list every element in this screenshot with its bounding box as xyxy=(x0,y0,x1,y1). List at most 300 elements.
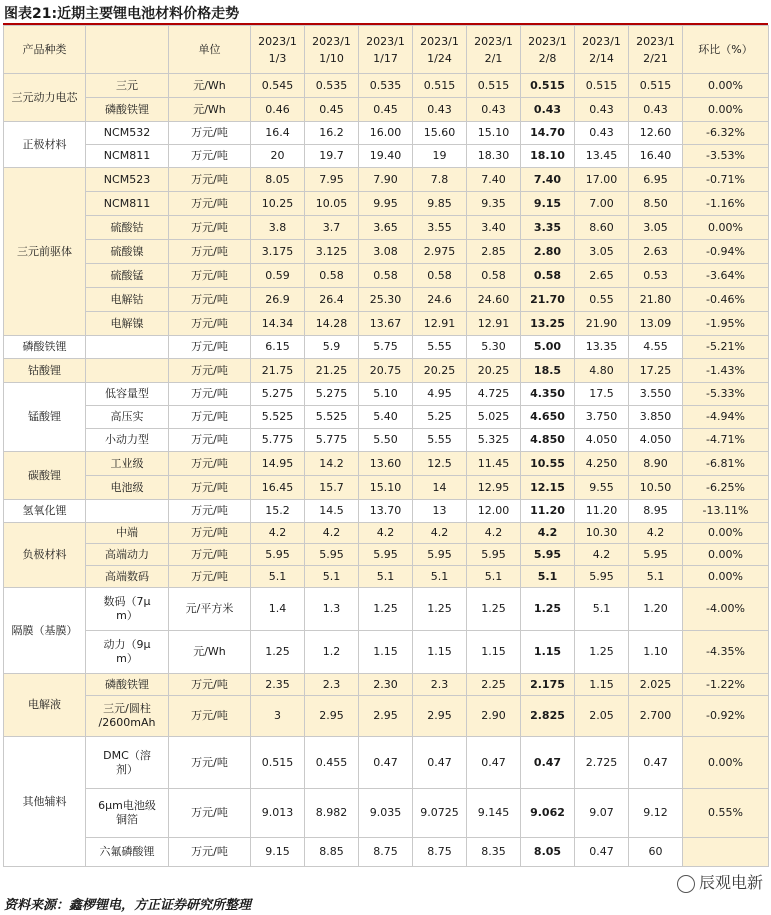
change-cell: -4.00% xyxy=(683,588,769,631)
unit-cell: 万元/吨 xyxy=(169,476,251,500)
header-cell: 单位 xyxy=(169,26,251,74)
price-cell: 24.60 xyxy=(467,288,521,312)
price-cell: 3.175 xyxy=(251,240,305,264)
price-cell: 5.95 xyxy=(251,544,305,566)
price-cell: 5.525 xyxy=(251,406,305,429)
price-cell: 0.43 xyxy=(575,122,629,145)
change-cell: -0.46% xyxy=(683,288,769,312)
product-cell: 三元 xyxy=(86,74,169,98)
price-cell: 15.10 xyxy=(467,122,521,145)
price-cell: 5.275 xyxy=(251,383,305,406)
price-cell: 1.20 xyxy=(629,588,683,631)
unit-cell: 万元/吨 xyxy=(169,544,251,566)
price-cell: 0.515 xyxy=(467,74,521,98)
change-cell: -1.16% xyxy=(683,192,769,216)
table-row xyxy=(4,288,769,312)
product-cell: 硫酸锰 xyxy=(86,264,169,288)
unit-cell: 万元/吨 xyxy=(169,737,251,789)
price-cell: 4.050 xyxy=(575,429,629,452)
change-cell: -6.25% xyxy=(683,476,769,500)
price-cell: 7.40 xyxy=(467,168,521,192)
product-cell: 6μm电池级 铜箔 xyxy=(86,789,169,838)
price-cell: 13.70 xyxy=(359,500,413,523)
change-cell: -1.43% xyxy=(683,359,769,383)
unit-cell: 万元/吨 xyxy=(169,789,251,838)
price-cell: 4.2 xyxy=(521,523,575,544)
table-row xyxy=(4,789,769,838)
price-cell: 1.25 xyxy=(251,631,305,674)
price-cell: 5.95 xyxy=(305,544,359,566)
price-cell: 13.67 xyxy=(359,312,413,336)
price-cell: 5.55 xyxy=(413,429,467,452)
price-cell: 0.45 xyxy=(359,98,413,122)
watermark-text: 辰观电新 xyxy=(698,873,763,892)
header-cell: 2023/1 2/1 xyxy=(467,26,521,74)
header-cell xyxy=(86,26,169,74)
price-cell: 9.0725 xyxy=(413,789,467,838)
change-cell: 0.55% xyxy=(683,789,769,838)
price-cell: 3.08 xyxy=(359,240,413,264)
change-cell: 0.00% xyxy=(683,566,769,588)
price-cell: 1.25 xyxy=(467,588,521,631)
price-cell: 3.65 xyxy=(359,216,413,240)
table-row xyxy=(4,838,769,867)
price-cell: 0.47 xyxy=(359,737,413,789)
price-cell: 13.09 xyxy=(629,312,683,336)
price-cell: 25.30 xyxy=(359,288,413,312)
change-cell: -3.64% xyxy=(683,264,769,288)
change-cell: 0.00% xyxy=(683,544,769,566)
price-cell: 2.95 xyxy=(359,696,413,737)
price-cell: 21.80 xyxy=(629,288,683,312)
price-cell: 7.00 xyxy=(575,192,629,216)
price-cell: 0.43 xyxy=(629,98,683,122)
price-cell: 1.10 xyxy=(629,631,683,674)
change-cell: 0.00% xyxy=(683,216,769,240)
price-cell: 5.95 xyxy=(359,544,413,566)
price-cell: 9.145 xyxy=(467,789,521,838)
unit-cell: 万元/吨 xyxy=(169,168,251,192)
table-body xyxy=(4,74,769,867)
price-cell: 3.40 xyxy=(467,216,521,240)
price-cell: 0.58 xyxy=(305,264,359,288)
change-cell: -0.92% xyxy=(683,696,769,737)
price-cell: 3.05 xyxy=(575,240,629,264)
price-cell: 0.58 xyxy=(467,264,521,288)
table-row xyxy=(4,336,769,359)
unit-cell: 万元/吨 xyxy=(169,500,251,523)
price-cell: 0.59 xyxy=(251,264,305,288)
price-cell: 5.1 xyxy=(521,566,575,588)
change-cell: -6.32% xyxy=(683,122,769,145)
unit-cell: 万元/吨 xyxy=(169,452,251,476)
table-row xyxy=(4,631,769,674)
price-cell: 0.515 xyxy=(629,74,683,98)
price-cell: 2.65 xyxy=(575,264,629,288)
table-row xyxy=(4,674,769,696)
price-cell: 6.95 xyxy=(629,168,683,192)
price-cell: 0.43 xyxy=(575,98,629,122)
category-cell: 隔膜（基膜） xyxy=(4,588,86,674)
price-cell: 4.80 xyxy=(575,359,629,383)
price-cell: 0.46 xyxy=(251,98,305,122)
price-cell: 5.95 xyxy=(575,566,629,588)
table-header xyxy=(4,26,769,74)
price-cell: 20 xyxy=(251,145,305,168)
price-cell: 5.025 xyxy=(467,406,521,429)
price-cell: 13 xyxy=(413,500,467,523)
price-cell: 3 xyxy=(251,696,305,737)
price-cell: 9.07 xyxy=(575,789,629,838)
price-cell: 2.90 xyxy=(467,696,521,737)
price-cell: 8.75 xyxy=(413,838,467,867)
price-cell: 14 xyxy=(413,476,467,500)
price-cell: 21.70 xyxy=(521,288,575,312)
product-cell xyxy=(86,359,169,383)
category-cell: 锰酸锂 xyxy=(4,383,86,452)
source-note: 资料来源：鑫椤锂电，方正证券研究所整理 xyxy=(4,898,252,913)
price-cell: 0.515 xyxy=(413,74,467,98)
table-row xyxy=(4,588,769,631)
price-cell: 3.850 xyxy=(629,406,683,429)
table-row xyxy=(4,312,769,336)
price-cell: 3.550 xyxy=(629,383,683,406)
price-cell: 3.750 xyxy=(575,406,629,429)
price-cell: 2.825 xyxy=(521,696,575,737)
price-cell: 2.975 xyxy=(413,240,467,264)
price-cell: 2.025 xyxy=(629,674,683,696)
price-cell: 8.982 xyxy=(305,789,359,838)
unit-cell: 元/平方米 xyxy=(169,588,251,631)
header-cell: 2023/1 1/3 xyxy=(251,26,305,74)
change-cell: -5.21% xyxy=(683,336,769,359)
price-cell: 4.2 xyxy=(359,523,413,544)
price-cell: 0.58 xyxy=(521,264,575,288)
price-cell: 1.15 xyxy=(413,631,467,674)
price-cell: 0.58 xyxy=(413,264,467,288)
change-cell: 0.00% xyxy=(683,737,769,789)
price-cell: 16.2 xyxy=(305,122,359,145)
price-cell: 1.25 xyxy=(521,588,575,631)
table-row xyxy=(4,500,769,523)
price-cell: 5.55 xyxy=(413,336,467,359)
price-cell: 9.12 xyxy=(629,789,683,838)
product-cell: NCM532 xyxy=(86,122,169,145)
price-cell: 4.55 xyxy=(629,336,683,359)
price-cell: 9.95 xyxy=(359,192,413,216)
price-cell: 26.4 xyxy=(305,288,359,312)
product-cell: 小动力型 xyxy=(86,429,169,452)
unit-cell: 元/Wh xyxy=(169,74,251,98)
price-cell: 5.40 xyxy=(359,406,413,429)
category-cell: 三元动力电芯 xyxy=(4,74,86,122)
price-cell: 9.35 xyxy=(467,192,521,216)
price-cell: 10.50 xyxy=(629,476,683,500)
price-cell: 8.50 xyxy=(629,192,683,216)
header-cell: 2023/1 2/8 xyxy=(521,26,575,74)
table-row xyxy=(4,216,769,240)
price-cell: 2.3 xyxy=(305,674,359,696)
price-cell: 16.4 xyxy=(251,122,305,145)
product-cell: 高端动力 xyxy=(86,544,169,566)
unit-cell: 万元/吨 xyxy=(169,523,251,544)
price-cell: 5.95 xyxy=(467,544,521,566)
price-cell: 2.05 xyxy=(575,696,629,737)
price-cell: 4.95 xyxy=(413,383,467,406)
price-cell: 0.47 xyxy=(413,737,467,789)
price-cell: 5.95 xyxy=(629,544,683,566)
table-row xyxy=(4,696,769,737)
price-cell: 60 xyxy=(629,838,683,867)
product-cell: 电池级 xyxy=(86,476,169,500)
price-cell: 15.2 xyxy=(251,500,305,523)
price-cell: 17.5 xyxy=(575,383,629,406)
price-cell: 10.25 xyxy=(251,192,305,216)
price-cell: 8.90 xyxy=(629,452,683,476)
price-cell: 3.7 xyxy=(305,216,359,240)
product-cell: NCM811 xyxy=(86,145,169,168)
price-cell: 21.90 xyxy=(575,312,629,336)
price-cell: 19.7 xyxy=(305,145,359,168)
unit-cell: 万元/吨 xyxy=(169,264,251,288)
price-cell: 5.00 xyxy=(521,336,575,359)
price-cell: 12.91 xyxy=(467,312,521,336)
price-cell: 5.30 xyxy=(467,336,521,359)
price-cell: 5.75 xyxy=(359,336,413,359)
price-cell: 0.515 xyxy=(575,74,629,98)
price-cell: 10.30 xyxy=(575,523,629,544)
price-cell: 5.525 xyxy=(305,406,359,429)
price-cell: 5.10 xyxy=(359,383,413,406)
price-cell: 5.1 xyxy=(251,566,305,588)
price-cell: 18.10 xyxy=(521,145,575,168)
change-cell: -5.33% xyxy=(683,383,769,406)
price-cell: 5.325 xyxy=(467,429,521,452)
price-cell: 1.25 xyxy=(359,588,413,631)
header-cell: 2023/1 1/10 xyxy=(305,26,359,74)
price-cell: 8.75 xyxy=(359,838,413,867)
price-cell: 8.85 xyxy=(305,838,359,867)
price-cell: 0.535 xyxy=(359,74,413,98)
price-cell: 2.63 xyxy=(629,240,683,264)
price-cell: 2.35 xyxy=(251,674,305,696)
price-cell: 5.50 xyxy=(359,429,413,452)
price-cell: 0.515 xyxy=(251,737,305,789)
price-cell: 8.05 xyxy=(251,168,305,192)
price-cell: 9.035 xyxy=(359,789,413,838)
price-cell: 5.95 xyxy=(413,544,467,566)
price-cell: 10.55 xyxy=(521,452,575,476)
price-cell: 2.85 xyxy=(467,240,521,264)
unit-cell: 万元/吨 xyxy=(169,674,251,696)
price-cell: 8.35 xyxy=(467,838,521,867)
price-cell: 7.8 xyxy=(413,168,467,192)
product-cell: 电解镍 xyxy=(86,312,169,336)
price-cell: 0.47 xyxy=(467,737,521,789)
price-cell: 11.20 xyxy=(521,500,575,523)
price-cell: 19 xyxy=(413,145,467,168)
price-cell: 21.75 xyxy=(251,359,305,383)
wechat-icon xyxy=(677,875,695,893)
unit-cell: 万元/吨 xyxy=(169,383,251,406)
unit-cell: 万元/吨 xyxy=(169,336,251,359)
price-cell: 2.95 xyxy=(413,696,467,737)
product-cell: DMC（溶 剂） xyxy=(86,737,169,789)
price-cell: 4.2 xyxy=(575,544,629,566)
unit-cell: 万元/吨 xyxy=(169,122,251,145)
header-cell: 2023/1 2/21 xyxy=(629,26,683,74)
price-cell: 15.7 xyxy=(305,476,359,500)
price-cell: 1.15 xyxy=(521,631,575,674)
price-cell: 0.47 xyxy=(521,737,575,789)
price-cell: 19.40 xyxy=(359,145,413,168)
unit-cell: 万元/吨 xyxy=(169,429,251,452)
change-cell: 0.00% xyxy=(683,98,769,122)
price-cell: 14.2 xyxy=(305,452,359,476)
price-cell: 0.43 xyxy=(467,98,521,122)
product-cell: 电解钴 xyxy=(86,288,169,312)
price-cell: 16.45 xyxy=(251,476,305,500)
table-row xyxy=(4,98,769,122)
price-cell: 21.25 xyxy=(305,359,359,383)
category-cell: 氢氧化锂 xyxy=(4,500,86,523)
price-cell: 12.91 xyxy=(413,312,467,336)
unit-cell: 元/Wh xyxy=(169,631,251,674)
price-cell: 9.85 xyxy=(413,192,467,216)
price-cell: 13.60 xyxy=(359,452,413,476)
product-cell: 工业级 xyxy=(86,452,169,476)
price-cell: 5.9 xyxy=(305,336,359,359)
header-cell: 环比（%） xyxy=(683,26,769,74)
product-cell: 数码（7μ m） xyxy=(86,588,169,631)
price-cell: 4.2 xyxy=(251,523,305,544)
table-row xyxy=(4,737,769,789)
price-cell: 16.00 xyxy=(359,122,413,145)
price-cell: 4.2 xyxy=(305,523,359,544)
price-cell: 5.775 xyxy=(251,429,305,452)
price-cell: 0.515 xyxy=(521,74,575,98)
price-cell: 5.25 xyxy=(413,406,467,429)
price-cell: 1.25 xyxy=(413,588,467,631)
price-cell: 13.35 xyxy=(575,336,629,359)
price-cell: 24.6 xyxy=(413,288,467,312)
table-row xyxy=(4,544,769,566)
price-cell: 2.700 xyxy=(629,696,683,737)
unit-cell: 万元/吨 xyxy=(169,696,251,737)
table-row xyxy=(4,122,769,145)
price-cell: 5.775 xyxy=(305,429,359,452)
table-row xyxy=(4,359,769,383)
price-cell: 9.013 xyxy=(251,789,305,838)
price-cell: 8.95 xyxy=(629,500,683,523)
table-row xyxy=(4,406,769,429)
price-cell: 3.35 xyxy=(521,216,575,240)
price-cell: 1.15 xyxy=(359,631,413,674)
price-cell: 4.2 xyxy=(413,523,467,544)
price-cell: 11.20 xyxy=(575,500,629,523)
price-cell: 15.60 xyxy=(413,122,467,145)
change-cell: -4.94% xyxy=(683,406,769,429)
price-cell: 2.30 xyxy=(359,674,413,696)
table-row xyxy=(4,452,769,476)
price-cell: 18.5 xyxy=(521,359,575,383)
price-cell: 20.25 xyxy=(467,359,521,383)
price-cell: 5.1 xyxy=(305,566,359,588)
price-cell: 7.90 xyxy=(359,168,413,192)
unit-cell: 万元/吨 xyxy=(169,312,251,336)
table-row xyxy=(4,476,769,500)
unit-cell: 万元/吨 xyxy=(169,145,251,168)
watermark xyxy=(677,870,763,893)
price-cell: 13.45 xyxy=(575,145,629,168)
price-cell: 6.15 xyxy=(251,336,305,359)
unit-cell: 万元/吨 xyxy=(169,288,251,312)
price-cell: 4.650 xyxy=(521,406,575,429)
category-cell: 正极材料 xyxy=(4,122,86,168)
table-row xyxy=(4,264,769,288)
price-cell: 2.25 xyxy=(467,674,521,696)
price-cell: 10.05 xyxy=(305,192,359,216)
price-cell: 1.4 xyxy=(251,588,305,631)
product-cell: 六氟磷酸锂 xyxy=(86,838,169,867)
table-row xyxy=(4,383,769,406)
unit-cell: 万元/吨 xyxy=(169,240,251,264)
table-row xyxy=(4,145,769,168)
price-cell: 14.5 xyxy=(305,500,359,523)
price-cell: 1.15 xyxy=(575,674,629,696)
price-cell: 8.05 xyxy=(521,838,575,867)
product-cell xyxy=(86,336,169,359)
price-cell: 4.725 xyxy=(467,383,521,406)
price-cell: 0.53 xyxy=(629,264,683,288)
product-cell: 动力（9μ m） xyxy=(86,631,169,674)
price-cell: 2.175 xyxy=(521,674,575,696)
price-cell: 17.00 xyxy=(575,168,629,192)
price-cell: 5.1 xyxy=(575,588,629,631)
price-cell: 0.43 xyxy=(521,98,575,122)
price-cell: 9.55 xyxy=(575,476,629,500)
price-cell: 1.3 xyxy=(305,588,359,631)
table-row xyxy=(4,566,769,588)
price-cell: 16.40 xyxy=(629,145,683,168)
table-row xyxy=(4,523,769,544)
change-cell xyxy=(683,838,769,867)
product-cell xyxy=(86,500,169,523)
price-cell: 9.15 xyxy=(521,192,575,216)
table-row xyxy=(4,168,769,192)
unit-cell: 万元/吨 xyxy=(169,359,251,383)
product-cell: 低容量型 xyxy=(86,383,169,406)
price-cell: 4.250 xyxy=(575,452,629,476)
product-cell: NCM523 xyxy=(86,168,169,192)
price-cell: 18.30 xyxy=(467,145,521,168)
unit-cell: 万元/吨 xyxy=(169,216,251,240)
price-cell: 1.2 xyxy=(305,631,359,674)
price-cell: 0.545 xyxy=(251,74,305,98)
price-cell: 4.850 xyxy=(521,429,575,452)
product-cell: 磷酸铁锂 xyxy=(86,98,169,122)
unit-cell: 万元/吨 xyxy=(169,406,251,429)
price-table xyxy=(3,25,769,867)
category-cell: 钴酸锂 xyxy=(4,359,86,383)
category-cell: 三元前驱体 xyxy=(4,168,86,336)
unit-cell: 元/Wh xyxy=(169,98,251,122)
header-cell: 2023/1 1/24 xyxy=(413,26,467,74)
product-cell: 高端数码 xyxy=(86,566,169,588)
price-cell: 14.34 xyxy=(251,312,305,336)
table-row xyxy=(4,429,769,452)
price-cell: 2.725 xyxy=(575,737,629,789)
